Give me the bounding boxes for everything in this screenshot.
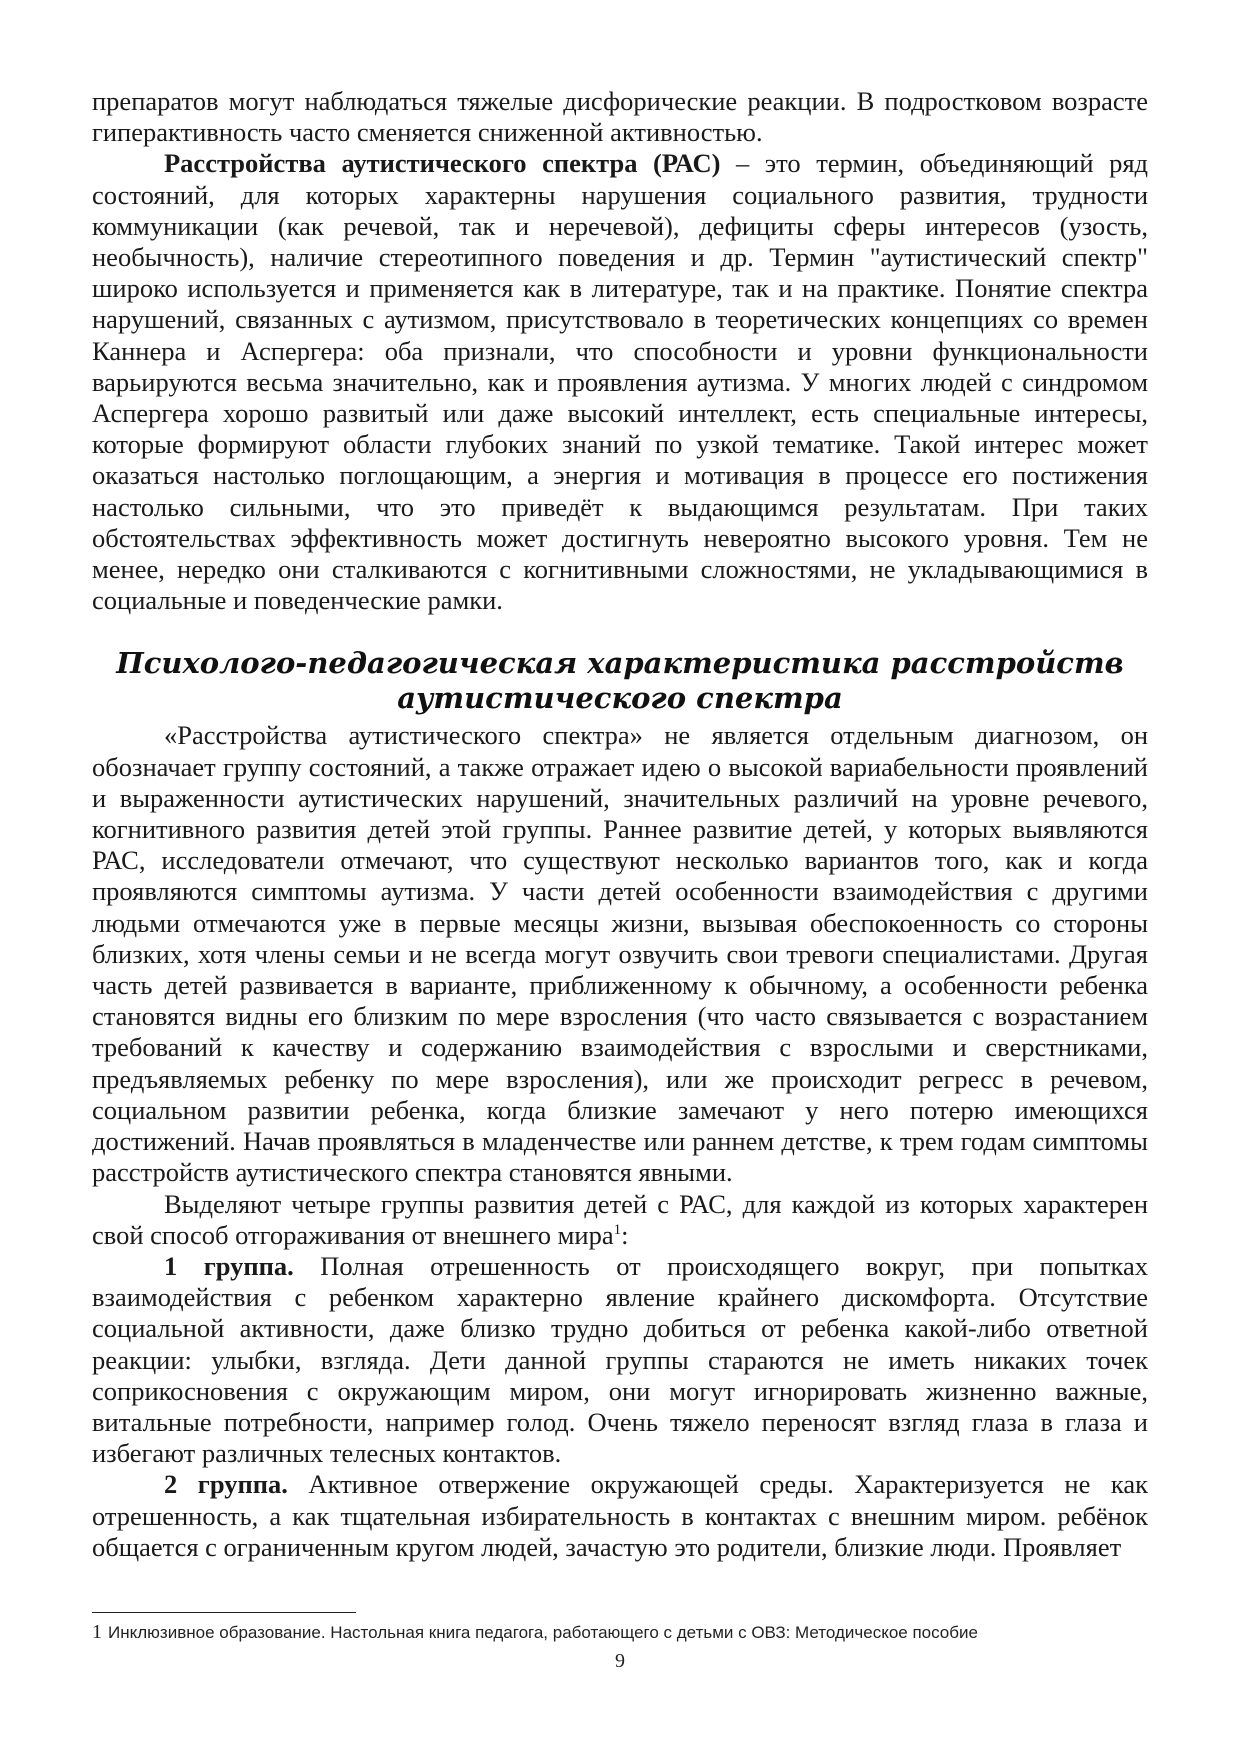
paragraph-group-2 bbox=[92, 1469, 1148, 1563]
group-2-label: 2 группа. bbox=[164, 1469, 288, 1500]
page-number: 9 bbox=[615, 1650, 625, 1672]
section-heading-line-2: аутистического спектра bbox=[397, 681, 843, 716]
footnote-text: Инклюзивное образование. Настольная книга педагога, работающего с детьми с ОВЗ: Методическое пособие bbox=[108, 1623, 978, 1642]
page-body bbox=[92, 86, 1148, 1563]
paragraph-hyperactivity: препаратов могут наблюдаться тяжелые дисфорические реакции. В подростковом возрасте гиперактивность часто сменяется сниженной активностью. bbox=[92, 86, 1148, 148]
group-1-label: 1 группа. bbox=[164, 1250, 294, 1281]
paragraph-group-1 bbox=[92, 1251, 1148, 1469]
group-1-text: Полная отрешенность от происходящего вокруг, при попытках взаимодействия с ребенком характерно явление крайнего дискомфорта. Отсутствие социальной активности, даже близко трудно добиться от ребенка какой-либо ответной реакции: улыбки, взгляда. Дети данной группы стараются не иметь никаких точек соприкосновения с окружающим миром, они могут игнорировать жизненно важные, витальные потребности, например голод. Очень тяжело переносят взгляд глаза в глаза и избегают различных телесных контактов. bbox=[92, 1250, 1149, 1469]
footnote-reference[interactable]: 1 bbox=[613, 1221, 622, 1238]
paragraph-four-groups-text: Выделяют четыре группы развития детей с РАС, для каждой из которых характерен свой способ отгораживания от внешнего мира bbox=[92, 1188, 1148, 1250]
section-heading-line-1: Психолого-педагогическая характеристика расстройств bbox=[116, 646, 1124, 681]
paragraph-asd-definition-text: – это термин, объединяющий ряд состояний, для которых характерны нарушения социального развития, трудности коммуникации (как речевой, так и неречевой), дефициты сферы интересов (узость, необычность), наличие стереотипного поведения и др. Термин "аутистический спектр" широко используется и применяется как в литературе, так и на практике. Понятие спектра нарушений, связанных с аутизмом, присутствовало в теоретических концепциях со времен Каннера и Аспергера: оба признали, что способности и уровни функциональности варьируются весьма значительно, как и проявления аутизма. У многих людей с синдромом Аспергера хорошо развитый или даже высокий интеллект, есть специальные интересы, которые формируют области глубоких знаний по узкой тематике. Такой интерес может оказаться настолько поглощающим, а энергия и мотивация в процессе его постижения настолько сильными, что это приведёт к выдающимся результатам. При таких обстоятельствах эффективность может достигнуть невероятно высокого уровня. Тем не менее, нередко они сталкиваются с когнитивными сложностями, не укладывающимися в социальные и поведенческие рамки. bbox=[92, 148, 1148, 616]
paragraph-asd-description: «Расстройства аутистического спектра» не является отдельным диагнозом, он обозначает группу состояний, а также отражает идею о высокой вариабельности проявлений и выраженности аутистических нарушений, значительных различий на уровне речевого, когнитивного развития детей этой группы. Раннее развитие детей, у которых выявляются РАС, исследователи отмечают, что существуют несколько вариантов того, как и когда проявляются симптомы аутизма. У части детей особенности взаимодействия с другими людьми отмечаются уже в первые месяцы жизни, вызывая обеспокоенность со стороны близких, хотя члены семьи и не всегда могут озвучить свои тревоги специалистами. Другая часть детей развивается в варианте, приближенному к обычному, а особенности ребенка становятся видны его близким по мере взросления (что часто связывается с возрастанием требований к качеству и содержанию взаимодействия с взрослыми и сверстниками, предъявляемых ребенку по мере взросления), или же происходит регресс в речевом, социальном развитии ребенка, когда близкие замечают у него потерю имеющихся достижений. Начав проявляться в младенчестве или раннем детстве, к трем годам симптомы расстройств аутистического спектра становятся явными. bbox=[92, 720, 1148, 1188]
group-2-text: Активное отвержение окружающей среды. Характеризуется не как отрешенность, а как тщательная избирательность в контактах с внешним миром. ребёнок общается с ограниченным кругом людей, зачастую это родители, близкие люди. Проявляет bbox=[92, 1469, 1149, 1562]
footnote-number: 1 bbox=[92, 1621, 102, 1643]
footnote bbox=[92, 1621, 1172, 1644]
section-heading bbox=[92, 646, 1148, 716]
term-asd: Расстройства аутистического спектра (РАС) bbox=[164, 148, 721, 179]
paragraph-four-groups-end: : bbox=[621, 1219, 629, 1250]
footnote-separator bbox=[92, 1612, 356, 1613]
paragraph-asd-definition bbox=[92, 148, 1148, 616]
paragraph-four-groups bbox=[92, 1189, 1148, 1251]
